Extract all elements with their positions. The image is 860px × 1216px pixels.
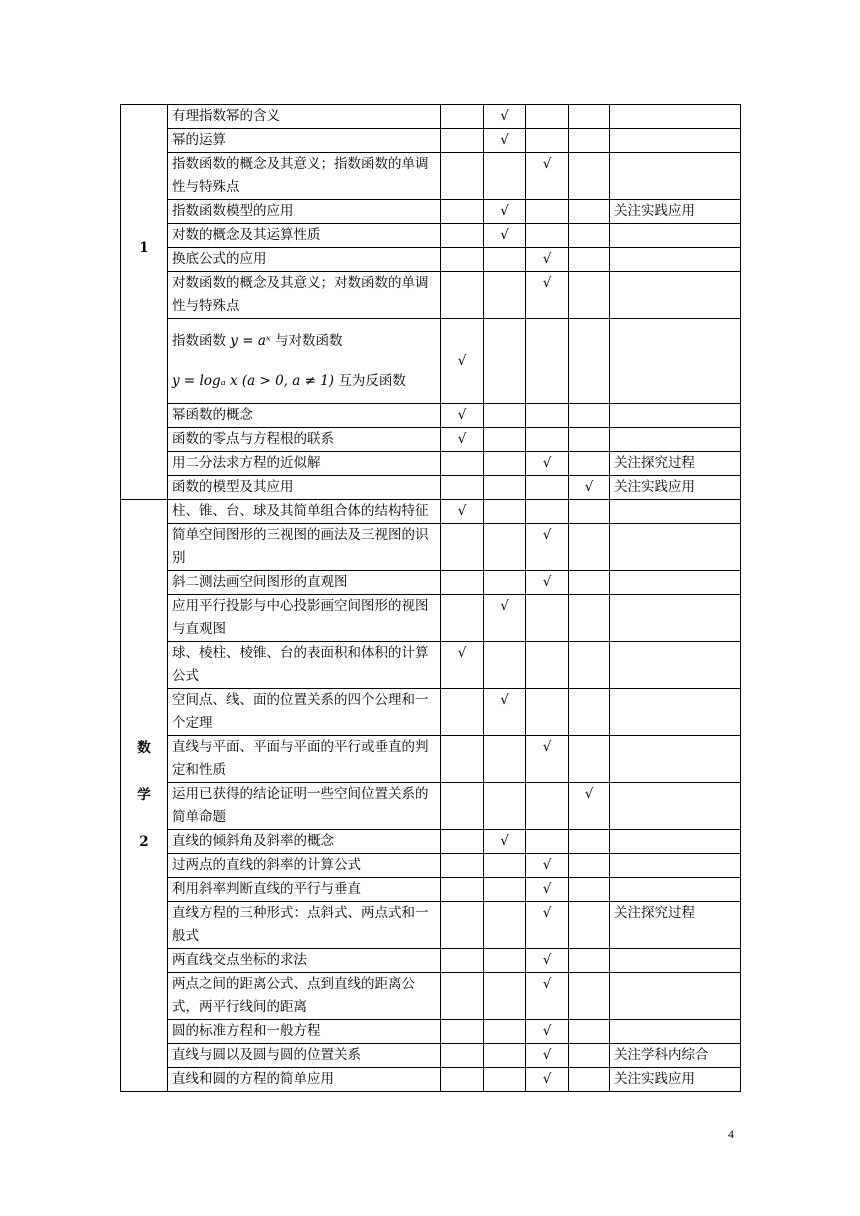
topic-cell: 对数函数的概念及其意义；对数函数的单调性与特殊点 (168, 272, 441, 319)
formula-line-2 (172, 369, 436, 393)
level-3-cell (526, 105, 569, 129)
level-3-cell (526, 1068, 569, 1092)
level-4-cell (569, 319, 610, 404)
check-mark: √ (542, 976, 552, 992)
topic-cell (168, 319, 441, 404)
check-mark: √ (500, 132, 509, 148)
level-3-cell (526, 689, 569, 736)
level-3-cell (526, 500, 569, 524)
note-cell (610, 736, 741, 783)
level-2-cell (484, 783, 526, 830)
level-4-cell (569, 272, 610, 319)
level-4-cell (569, 524, 610, 571)
topic-cell: 直线方程的三种形式：点斜式、两点式和一般式 (168, 902, 441, 949)
group-label-text: 1 (139, 239, 149, 256)
note-cell (610, 319, 741, 404)
note-cell (610, 830, 741, 854)
check-mark: √ (542, 251, 552, 267)
level-3-cell (526, 153, 569, 200)
level-2-cell (484, 1020, 526, 1044)
note-cell (610, 105, 741, 129)
level-4-cell (569, 153, 610, 200)
level-3-cell (526, 452, 569, 476)
level-2-cell (484, 854, 526, 878)
level-1-cell (441, 736, 484, 783)
check-mark: √ (457, 407, 467, 423)
table-row (121, 452, 741, 476)
level-3-cell (526, 428, 569, 452)
table-row (121, 476, 741, 500)
level-3-cell (526, 404, 569, 428)
level-1-cell (441, 524, 484, 571)
level-2-cell (484, 973, 526, 1020)
table-row (121, 902, 741, 949)
topic-cell: 球、棱柱、棱锥、台的表面积和体积的计算公式 (168, 642, 441, 689)
note-cell (610, 642, 741, 689)
topic-cell: 利用斜率判断直线的平行与垂直 (168, 878, 441, 902)
level-4-cell (569, 1068, 610, 1092)
table-row (121, 500, 741, 524)
level-2-cell (484, 902, 526, 949)
table-row (121, 689, 741, 736)
topic-cell: 简单空间图形的三视图的画法及三视图的识别 (168, 524, 441, 571)
level-3-cell (526, 1044, 569, 1068)
level-1-cell (441, 902, 484, 949)
formula-line1-math: y = aˣ (230, 333, 271, 349)
level-4-cell (569, 902, 610, 949)
level-3-cell (526, 736, 569, 783)
topic-cell: 运用已获得的结论证明一些空间位置关系的简单命题 (168, 783, 441, 830)
page-number: 4 (728, 1127, 734, 1141)
level-4-cell (569, 854, 610, 878)
formula-line1-prefix: 指数函数 (172, 333, 231, 349)
topic-cell: 函数的零点与方程根的联系 (168, 428, 441, 452)
group-label-char: 数 (137, 740, 151, 756)
check-mark: √ (542, 574, 552, 590)
level-3-cell (526, 973, 569, 1020)
level-3-cell (526, 830, 569, 854)
topic-cell: 直线和圆的方程的简单应用 (168, 1068, 441, 1092)
note-cell (610, 571, 741, 595)
check-mark: √ (542, 905, 552, 921)
level-3-cell (526, 854, 569, 878)
level-2-cell (484, 200, 526, 224)
level-1-cell (441, 224, 484, 248)
level-4-cell (569, 1020, 610, 1044)
table-row (121, 1068, 741, 1092)
formula-line-1 (172, 329, 436, 353)
level-4-cell (569, 200, 610, 224)
check-mark: √ (500, 108, 509, 124)
topic-cell: 用二分法求方程的近似解 (168, 452, 441, 476)
level-2-cell (484, 248, 526, 272)
table-row (121, 319, 741, 404)
table-row (121, 1020, 741, 1044)
level-2-cell (484, 595, 526, 642)
check-mark: √ (542, 455, 552, 471)
topic-cell: 指数函数的概念及其意义；指数函数的单调性与特殊点 (168, 153, 441, 200)
topic-cell: 直线的倾斜角及斜率的概念 (168, 830, 441, 854)
level-1-cell (441, 1068, 484, 1092)
level-2-cell (484, 571, 526, 595)
check-mark: √ (542, 1047, 552, 1063)
level-2-cell (484, 129, 526, 153)
level-1-cell (441, 105, 484, 129)
level-3-cell (526, 200, 569, 224)
level-2-cell (484, 949, 526, 973)
level-1-cell (441, 200, 484, 224)
topic-cell: 指数函数模型的应用 (168, 200, 441, 224)
table-row (121, 105, 741, 129)
formula-line2-suffix: 互为反函数 (334, 373, 406, 389)
check-mark: √ (500, 227, 509, 243)
note-cell: 关注实践应用 (610, 1068, 741, 1092)
check-mark: √ (542, 952, 552, 968)
level-2-cell (484, 524, 526, 571)
topic-cell: 斜二测法画空间图形的直观图 (168, 571, 441, 595)
topic-cell: 有理指数幂的含义 (168, 105, 441, 129)
note-cell (610, 428, 741, 452)
check-mark: √ (584, 479, 594, 495)
level-1-cell (441, 248, 484, 272)
level-4-cell (569, 248, 610, 272)
formula-line2-math: y = logₐ x (a > 0, a ≠ 1) (172, 373, 335, 389)
table-row (121, 129, 741, 153)
note-cell: 关注探究过程 (610, 902, 741, 949)
topic-cell: 两点之间的距离公式、点到直线的距离公式，两平行线间的距离 (168, 973, 441, 1020)
level-3-cell (526, 783, 569, 830)
topic-cell: 柱、锥、台、球及其简单组合体的结构特征 (168, 500, 441, 524)
level-3-cell (526, 595, 569, 642)
note-cell (610, 272, 741, 319)
level-4-cell (569, 452, 610, 476)
level-1-cell (441, 854, 484, 878)
level-3-cell (526, 524, 569, 571)
topic-cell: 对数的概念及其运算性质 (168, 224, 441, 248)
level-1-cell (441, 476, 484, 500)
level-4-cell (569, 830, 610, 854)
table-row (121, 428, 741, 452)
table-row (121, 973, 741, 1020)
level-1-cell (441, 1020, 484, 1044)
table-row (121, 830, 741, 854)
topic-cell: 过两点的直线的斜率的计算公式 (168, 854, 441, 878)
level-2-cell (484, 500, 526, 524)
table-row (121, 949, 741, 973)
check-mark: √ (457, 645, 467, 661)
level-1-cell (441, 571, 484, 595)
note-cell (610, 783, 741, 830)
level-2-cell (484, 404, 526, 428)
level-3-cell (526, 476, 569, 500)
table-row (121, 642, 741, 689)
table-row (121, 272, 741, 319)
check-mark: √ (542, 527, 552, 543)
level-1-cell (441, 153, 484, 200)
level-1-cell (441, 878, 484, 902)
level-3-cell (526, 571, 569, 595)
level-4-cell (569, 500, 610, 524)
note-cell (610, 248, 741, 272)
level-4-cell (569, 949, 610, 973)
level-1-cell (441, 272, 484, 319)
level-3-cell (526, 902, 569, 949)
level-1-cell (441, 129, 484, 153)
note-cell (610, 689, 741, 736)
level-2-cell (484, 1044, 526, 1068)
table-row (121, 224, 741, 248)
check-mark: √ (500, 598, 509, 614)
level-1-cell (441, 689, 484, 736)
note-cell (610, 224, 741, 248)
group-label-char: 学 (137, 787, 151, 803)
note-cell (610, 404, 741, 428)
level-2-cell (484, 452, 526, 476)
topic-cell: 换底公式的应用 (168, 248, 441, 272)
check-mark: √ (542, 1023, 552, 1039)
level-4-cell (569, 783, 610, 830)
topic-cell: 应用平行投影与中心投影画空间图形的视图与直观图 (168, 595, 441, 642)
level-2-cell (484, 830, 526, 854)
level-1-cell (441, 428, 484, 452)
level-2-cell (484, 224, 526, 248)
level-2-cell (484, 476, 526, 500)
note-cell (610, 878, 741, 902)
table-row (121, 595, 741, 642)
level-4-cell (569, 224, 610, 248)
table-row (121, 524, 741, 571)
topic-cell: 直线与平面、平面与平面的平行或垂直的判定和性质 (168, 736, 441, 783)
group-label-char: 2 (139, 834, 149, 850)
check-mark: √ (500, 833, 509, 849)
check-mark: √ (457, 352, 467, 369)
topic-cell: 幂的运算 (168, 129, 441, 153)
level-2-cell (484, 736, 526, 783)
group-label (121, 105, 168, 500)
note-cell: 关注实践应用 (610, 200, 741, 224)
level-3-cell (526, 272, 569, 319)
level-4-cell (569, 736, 610, 783)
note-cell (610, 129, 741, 153)
note-cell: 关注实践应用 (610, 476, 741, 500)
level-4-cell (569, 129, 610, 153)
level-2-cell (484, 272, 526, 319)
curriculum-table (120, 104, 741, 1092)
table-row (121, 404, 741, 428)
table-row (121, 1044, 741, 1068)
formula-line1-suffix: 与对数函数 (270, 333, 343, 349)
topic-cell: 直线与圆以及圆与圆的位置关系 (168, 1044, 441, 1068)
check-mark: √ (500, 692, 509, 708)
check-mark: √ (542, 857, 552, 873)
check-mark: √ (500, 203, 509, 219)
table-row (121, 571, 741, 595)
level-1-cell (441, 830, 484, 854)
level-2-cell (484, 319, 526, 404)
level-4-cell (569, 595, 610, 642)
level-3-cell (526, 878, 569, 902)
level-4-cell (569, 105, 610, 129)
table-row (121, 783, 741, 830)
note-cell (610, 500, 741, 524)
table-row (121, 854, 741, 878)
level-1-cell (441, 595, 484, 642)
level-2-cell (484, 1068, 526, 1092)
level-3-cell (526, 1020, 569, 1044)
table-row (121, 736, 741, 783)
level-4-cell (569, 476, 610, 500)
topic-cell: 函数的模型及其应用 (168, 476, 441, 500)
note-cell (610, 949, 741, 973)
level-2-cell (484, 689, 526, 736)
level-1-cell (441, 452, 484, 476)
level-4-cell (569, 571, 610, 595)
level-1-cell (441, 949, 484, 973)
level-4-cell (569, 642, 610, 689)
level-1-cell (441, 642, 484, 689)
level-3-cell (526, 949, 569, 973)
level-4-cell (569, 428, 610, 452)
topic-cell: 圆的标准方程和一般方程 (168, 1020, 441, 1044)
level-2-cell (484, 153, 526, 200)
note-cell (610, 595, 741, 642)
level-3-cell (526, 248, 569, 272)
check-mark: √ (542, 275, 552, 291)
topic-cell: 空间点、线、面的位置关系的四个公理和一个定理 (168, 689, 441, 736)
check-mark: √ (584, 786, 594, 802)
table-row (121, 248, 741, 272)
level-4-cell (569, 404, 610, 428)
check-mark: √ (542, 739, 552, 755)
note-cell (610, 854, 741, 878)
level-1-cell (441, 1044, 484, 1068)
level-1-cell (441, 404, 484, 428)
table-row (121, 153, 741, 200)
level-3-cell (526, 224, 569, 248)
check-mark: √ (542, 881, 552, 897)
level-3-cell (526, 642, 569, 689)
level-3-cell (526, 129, 569, 153)
note-cell (610, 973, 741, 1020)
level-4-cell (569, 973, 610, 1020)
level-2-cell (484, 642, 526, 689)
level-4-cell (569, 689, 610, 736)
note-cell (610, 153, 741, 200)
table-row (121, 200, 741, 224)
group-label (121, 500, 168, 1092)
note-cell: 关注学科内综合 (610, 1044, 741, 1068)
topic-cell: 幂函数的概念 (168, 404, 441, 428)
level-3-cell (526, 319, 569, 404)
check-mark: √ (457, 431, 467, 447)
check-mark: √ (542, 1071, 552, 1087)
level-2-cell (484, 878, 526, 902)
level-4-cell (569, 1044, 610, 1068)
note-cell (610, 1020, 741, 1044)
level-2-cell (484, 428, 526, 452)
level-1-cell (441, 973, 484, 1020)
check-mark: √ (542, 156, 552, 172)
topic-cell: 两直线交点坐标的求法 (168, 949, 441, 973)
note-cell: 关注探究过程 (610, 452, 741, 476)
level-4-cell (569, 878, 610, 902)
level-1-cell (441, 319, 484, 404)
level-1-cell (441, 500, 484, 524)
table-row (121, 878, 741, 902)
note-cell (610, 524, 741, 571)
level-1-cell (441, 783, 484, 830)
check-mark: √ (457, 503, 467, 519)
level-2-cell (484, 105, 526, 129)
